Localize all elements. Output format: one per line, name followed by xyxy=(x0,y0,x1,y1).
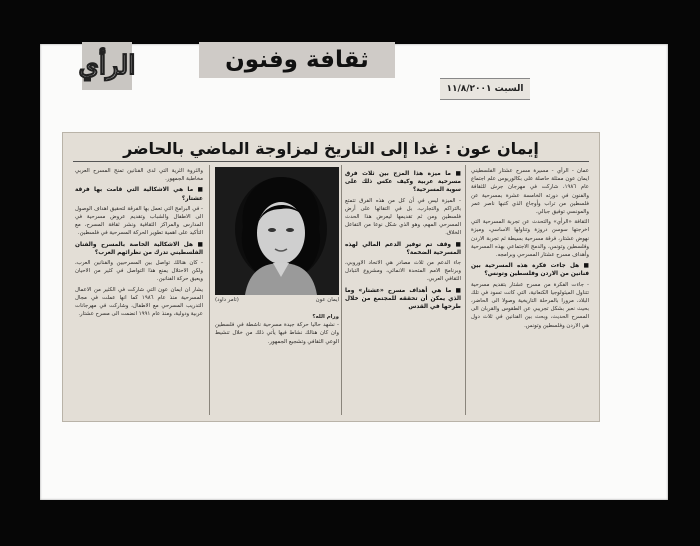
question-subheading: ■ ما هي الاشكالية التي قامت بها فرقة عشتار؟ xyxy=(75,187,203,202)
text-under-photo xyxy=(215,313,339,346)
paragraph: جاء الدعم من ثلاث مصادر هي الاتحاد الاوروبي، وبرنامج الامم المتحدة الانمائي، ومشروع التبادل الثقافي العربي. xyxy=(345,260,461,283)
column-divider xyxy=(341,165,342,415)
question-subheading: ■ ما ميزة هذا المزج بين ثلاث فرق مسرحية عربية وكيف عكس ذلك على سوية المسرحية؟ xyxy=(345,171,461,194)
section-title: ثقافة وفنون xyxy=(225,47,369,73)
newspaper-clipping xyxy=(62,132,600,422)
paragraph: - كان هنالك تواصل بين المسرحيين والفنانين العرب، ولكن الاحتلال يمنع هذا التواصل في كثير من الاحيان ويعيق حركة الفنانين. xyxy=(75,260,203,283)
paragraph: عمان - الرأي - مسيرة مسرح عشتار الفلسطيني ايمان عون ممثلة حاصلة على بكالوريوس علم اجتماع عام ١٩٨٦، شاركت في مهرجان جرش للثقافة والفنون في دورته الخامسة عشرة بمسرحية عن فلسطين من تراب وأوجاع الذي كتبها ناصر عمر والمونسي توفيق جبالي. xyxy=(471,168,589,216)
portrait-photo xyxy=(215,167,339,295)
photo-credit: (تامر داود) xyxy=(215,297,239,303)
column-divider xyxy=(465,165,466,415)
paragraph: - في البرامج التي تعمل بها الفرقة لتحقيق اهداف الوصول الى الاطفال والشباب وتقديم عروض مسرحية في المدارس والمراكز الثقافية ونشر ثقافة المسرح، مع التأكيد على اهمية تطوير الحركة المسرحية في فلسطين. xyxy=(75,205,203,237)
paragraph: الثقافة «الرأي» والتحدث عن تجربة المسرحية التي اخرجتها سوسن دروزة وتناولها الاساسي، وميزة نهوض عشتار، فرقة مسرحية بسيطة ثم تجربة الاردن وفلسطين وتونس، والدمج الاجتماعي بهذه المسرحية وأهداف مسرح عشتار المسرحي وبرامجه. xyxy=(471,219,589,259)
paragraph: - جاءت الفكرة من مسرح عشتار بتقديم مسرحية تتناول الميثولوجيا الكنعانية، التي كانت تسود في تلك البلاد، مرورا بالمرحلة التاريخية وصولا الى الحاضر، بحيث نعبر بشكل تجريبي عن الطقوس والقربان الى المسرح الحديث، وبحث بين الفنانين في ثلاث دول هي الاردن وفلسطين وتونس. xyxy=(471,281,589,329)
paragraph: - الميزة ليس في أن كل من هذه الفرق تتمتع بالتراكم والتجارب، بل في التقائها على أرض فلسطين ومن ثم تقديمها ليعرض هذا الحدث المسرحي المهم، وهو الذي شكل نوعا من التفاعل الخلاق. xyxy=(345,197,461,237)
article-column-left xyxy=(75,167,203,417)
paragraph: يشار ان ايمان عون التي شاركت في الكثير من الاعمال المسرحية منذ عام ١٩٨٦ كما انها عملت في مجال التدريب المسرحي مع الاطفال، وشاركت في مهرجانات عربية ودولية، ومنذ عام ١٩٩١ انضمت الى مسرح عشتار. xyxy=(75,286,203,318)
column-divider xyxy=(209,165,210,415)
question-subheading: ■ هل جاءت فكرة هذه المسرحية بين فنانين من الاردن وفلسطين وتونس؟ xyxy=(471,263,589,278)
issue-date: السبت ١١/٨/٢٠٠١ xyxy=(440,78,530,100)
newspaper-masthead xyxy=(78,42,136,90)
paragraph: - نشهد حاليا حركة جيدة مسرحية ناشطة في فلسطين وان كان هنالك نشاط فيها يأتي ذلك من خلال تنشيط الوعي الثقافي وتشجيع الجمهور. xyxy=(215,322,339,345)
question-subheading: ■ وقف تم توفير الدعم المالي لهذه المسرحية الضخمة؟ xyxy=(345,241,461,256)
paragraph: ورام الله؟ xyxy=(312,314,339,320)
masthead-text: الرأي xyxy=(78,51,136,81)
portrait-image xyxy=(215,167,339,295)
article-headline: إيمان عون : غدا إلى التاريخ لمزاوجة الماضي بالحاضر xyxy=(73,135,589,162)
article-column-right xyxy=(471,167,589,417)
photo-caption xyxy=(215,297,339,309)
question-subheading: ■ ما هي أهداف مسرح «عشتار» وما الذي يمكن أن تحققه للمجتمع من خلال طرحها في القدس xyxy=(345,287,461,311)
photo-caption-name: ايمان عون xyxy=(315,297,339,303)
question-subheading: ■ هل الاشكالية الخاصة بالمسرح والفنان الفلسطيني تدرك من نظرائهم العرب؟ xyxy=(75,241,203,256)
paragraph: والثروة الثرية التي لدى الفنانين تمنح المسرح العربي مخاطبة الجمهور. xyxy=(75,168,203,183)
section-banner xyxy=(199,42,395,78)
article-column-middle xyxy=(345,167,461,417)
